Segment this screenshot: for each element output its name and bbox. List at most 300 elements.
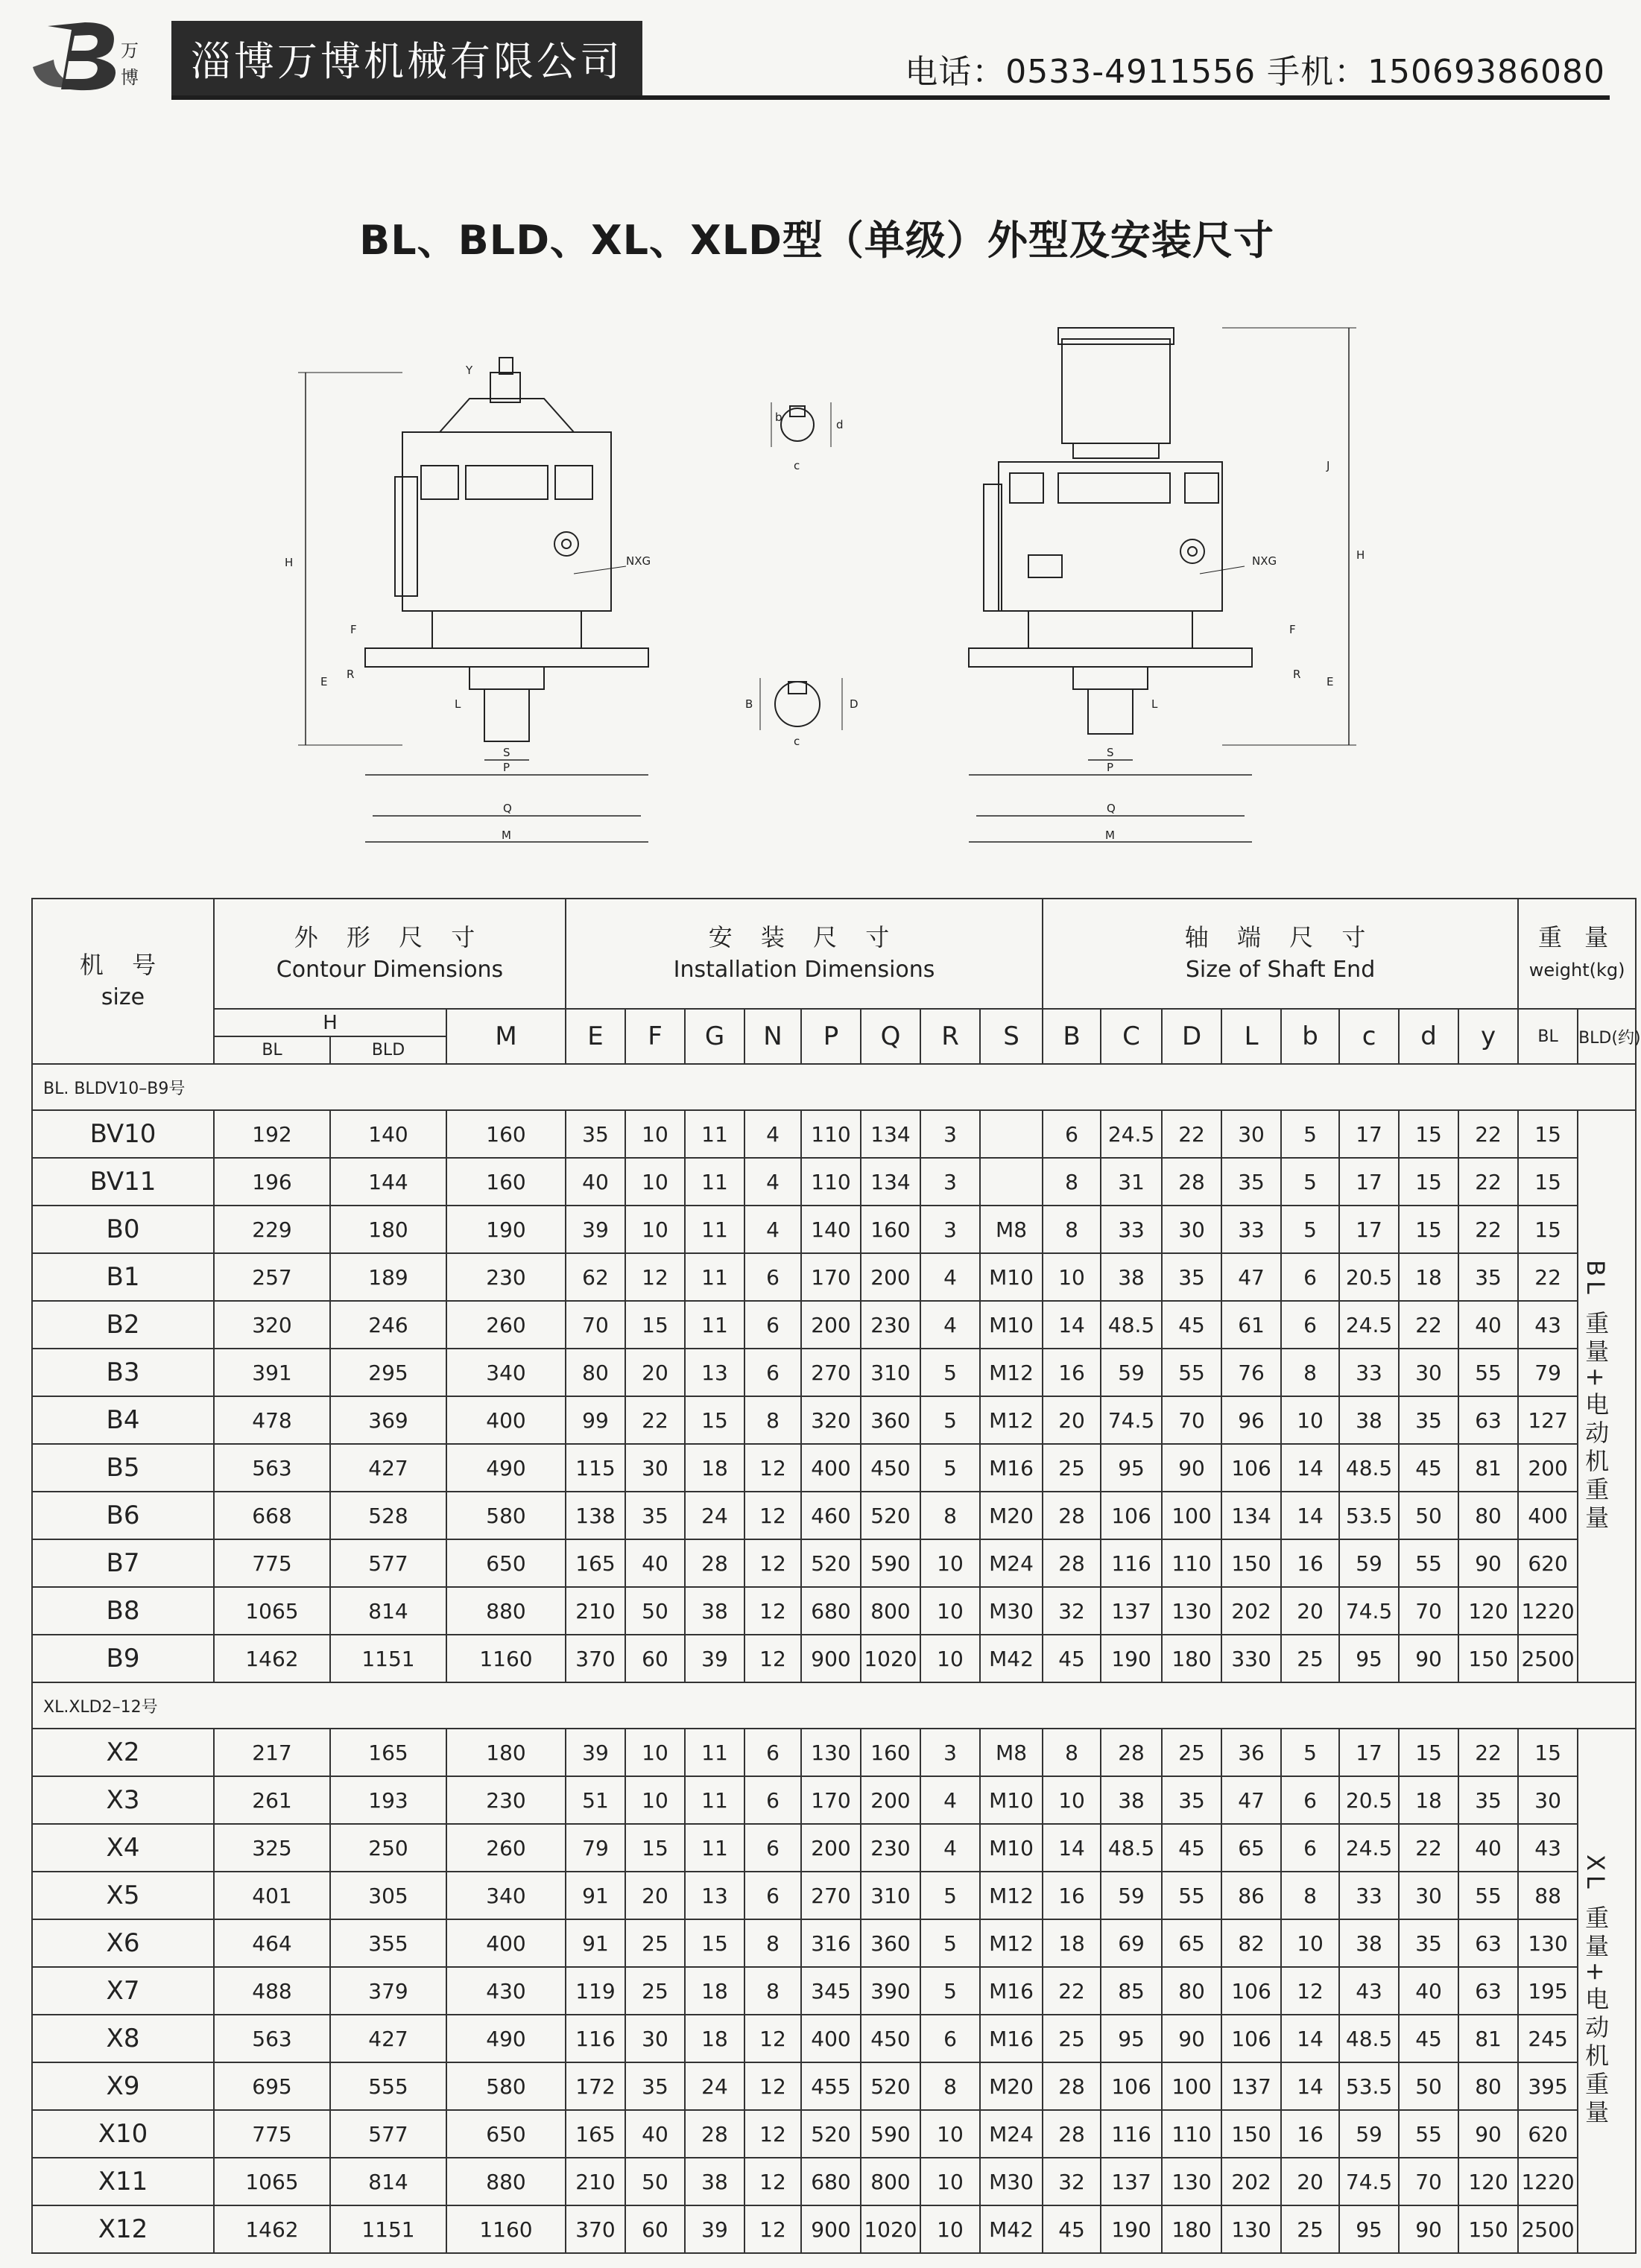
value-cell: 35 bbox=[1162, 1776, 1221, 1824]
value-cell: 35 bbox=[625, 2062, 685, 2110]
value-cell: 577 bbox=[330, 2110, 446, 2158]
value-cell: 310 bbox=[861, 1349, 920, 1396]
value-cell: 11 bbox=[685, 1253, 744, 1301]
value-cell: 33 bbox=[1101, 1206, 1162, 1253]
value-cell: 270 bbox=[801, 1872, 861, 1919]
value-cell: 65 bbox=[1221, 1824, 1281, 1872]
value-cell: 116 bbox=[1101, 1539, 1162, 1587]
value-cell: M16 bbox=[980, 1967, 1043, 2015]
value-cell: 1160 bbox=[446, 2205, 566, 2253]
size-cell: B2 bbox=[32, 1301, 214, 1349]
value-cell: 106 bbox=[1101, 1492, 1162, 1539]
value-cell: 401 bbox=[214, 1872, 330, 1919]
value-cell: 165 bbox=[330, 1729, 446, 1776]
value-cell: 33 bbox=[1339, 1872, 1399, 1919]
value-cell: 165 bbox=[566, 2110, 625, 2158]
value-cell: 6 bbox=[744, 1824, 801, 1872]
value-cell: 1151 bbox=[330, 2205, 446, 2253]
value-cell: 137 bbox=[1221, 2062, 1281, 2110]
value-cell: 10 bbox=[920, 2110, 980, 2158]
value-cell: 18 bbox=[685, 1444, 744, 1492]
value-cell: 257 bbox=[214, 1253, 330, 1301]
table-body bbox=[32, 1064, 1636, 2253]
header-col-y: y bbox=[1458, 1009, 1518, 1064]
value-cell: 490 bbox=[446, 2015, 566, 2062]
value-cell: 45 bbox=[1162, 1824, 1221, 1872]
page-title: BL、BLD、XL、XLD型（单级）外型及安装尺寸 bbox=[359, 217, 1274, 264]
value-cell: M16 bbox=[980, 1444, 1043, 1492]
table-row bbox=[32, 2015, 1636, 2062]
label-f-right: F bbox=[1289, 623, 1296, 636]
table-row bbox=[32, 1492, 1636, 1539]
value-cell: 39 bbox=[685, 2205, 744, 2253]
value-cell: 31 bbox=[1101, 1158, 1162, 1206]
value-cell: 5 bbox=[920, 1396, 980, 1444]
value-cell: 800 bbox=[861, 2158, 920, 2205]
size-cell: X11 bbox=[32, 2158, 214, 2205]
label-p-left: P bbox=[503, 761, 510, 774]
value-cell: 15 bbox=[1518, 1729, 1578, 1776]
value-cell: 379 bbox=[330, 1967, 446, 2015]
value-cell: 12 bbox=[744, 2015, 801, 2062]
value-cell: 520 bbox=[861, 1492, 920, 1539]
value-cell: 110 bbox=[1162, 2110, 1221, 2158]
value-cell: 70 bbox=[1399, 1587, 1458, 1635]
value-cell: 18 bbox=[685, 1967, 744, 2015]
value-cell: 40 bbox=[566, 1158, 625, 1206]
header-size bbox=[32, 899, 214, 1064]
value-cell: 69 bbox=[1101, 1919, 1162, 1967]
header-col-l-shaft: L bbox=[1221, 1009, 1281, 1064]
table-row bbox=[32, 2205, 1636, 2253]
company-name: 淄博万博机械有限公司 bbox=[191, 37, 623, 85]
value-cell: 15 bbox=[1399, 1729, 1458, 1776]
value-cell: 180 bbox=[1162, 2205, 1221, 2253]
value-cell: 1065 bbox=[214, 1587, 330, 1635]
header-col-g: G bbox=[685, 1009, 744, 1064]
value-cell: 90 bbox=[1162, 2015, 1221, 2062]
value-cell: 10 bbox=[920, 2205, 980, 2253]
value-cell: 32 bbox=[1043, 1587, 1101, 1635]
value-cell: 10 bbox=[1281, 1396, 1339, 1444]
value-cell: M8 bbox=[980, 1206, 1043, 1253]
value-cell: 11 bbox=[685, 1729, 744, 1776]
value-cell: 6 bbox=[920, 2015, 980, 2062]
value-cell: 590 bbox=[861, 2110, 920, 2158]
value-cell: 140 bbox=[330, 1110, 446, 1158]
value-cell: 6 bbox=[744, 1349, 801, 1396]
value-cell: 55 bbox=[1162, 1349, 1221, 1396]
size-cell: B3 bbox=[32, 1349, 214, 1396]
value-cell: 16 bbox=[1281, 2110, 1339, 2158]
value-cell: 11 bbox=[685, 1301, 744, 1349]
value-cell: 25 bbox=[1281, 1635, 1339, 1682]
value-cell: 20 bbox=[625, 1349, 685, 1396]
header-col-e: E bbox=[566, 1009, 625, 1064]
value-cell: 28 bbox=[1043, 2062, 1101, 2110]
size-cell: X10 bbox=[32, 2110, 214, 2158]
value-cell: 51 bbox=[566, 1776, 625, 1824]
value-cell: 563 bbox=[214, 2015, 330, 2062]
value-cell: 12 bbox=[744, 1492, 801, 1539]
value-cell: 210 bbox=[566, 2158, 625, 2205]
value-cell: 370 bbox=[566, 2205, 625, 2253]
value-cell: 6 bbox=[744, 1872, 801, 1919]
value-cell: 38 bbox=[1339, 1919, 1399, 1967]
value-cell: 2500 bbox=[1518, 1635, 1578, 1682]
value-cell: 65 bbox=[1162, 1919, 1221, 1967]
value-cell: 30 bbox=[625, 2015, 685, 2062]
value-cell: 427 bbox=[330, 1444, 446, 1492]
header-rule bbox=[171, 95, 1610, 100]
value-cell: 6 bbox=[744, 1301, 801, 1349]
value-cell: 82 bbox=[1221, 1919, 1281, 1967]
value-cell: 35 bbox=[566, 1110, 625, 1158]
value-cell: 8 bbox=[1281, 1872, 1339, 1919]
value-cell: 15 bbox=[1399, 1110, 1458, 1158]
value-cell: 8 bbox=[920, 1492, 980, 1539]
value-cell: 16 bbox=[1043, 1349, 1101, 1396]
size-cell: B0 bbox=[32, 1206, 214, 1253]
value-cell: 12 bbox=[744, 2062, 801, 2110]
value-cell: 10 bbox=[625, 1776, 685, 1824]
value-cell: 200 bbox=[861, 1776, 920, 1824]
value-cell: 10 bbox=[1281, 1919, 1339, 1967]
value-cell: 39 bbox=[566, 1206, 625, 1253]
header-col-c-key: c bbox=[1339, 1009, 1399, 1064]
value-cell: 12 bbox=[744, 1587, 801, 1635]
size-cell: X2 bbox=[32, 1729, 214, 1776]
value-cell: 88 bbox=[1518, 1872, 1578, 1919]
value-cell: 12 bbox=[625, 1253, 685, 1301]
header-h-bld: BLD bbox=[330, 1036, 446, 1064]
value-cell: 28 bbox=[685, 2110, 744, 2158]
value-cell: 196 bbox=[214, 1158, 330, 1206]
value-cell: 8 bbox=[920, 2062, 980, 2110]
value-cell: 130 bbox=[801, 1729, 861, 1776]
value-cell: 12 bbox=[744, 2158, 801, 2205]
value-cell: 25 bbox=[1043, 2015, 1101, 2062]
value-cell: 12 bbox=[744, 2205, 801, 2253]
size-cell: X5 bbox=[32, 1872, 214, 1919]
value-cell: 130 bbox=[1518, 1919, 1578, 1967]
value-cell: 4 bbox=[744, 1206, 801, 1253]
value-cell: 24.5 bbox=[1101, 1110, 1162, 1158]
value-cell: 99 bbox=[566, 1396, 625, 1444]
value-cell: 6 bbox=[744, 1776, 801, 1824]
value-cell: 80 bbox=[566, 1349, 625, 1396]
value-cell: 5 bbox=[920, 1349, 980, 1396]
table-row bbox=[32, 1110, 1636, 1158]
value-cell: 580 bbox=[446, 2062, 566, 2110]
header-contour-en: Contour Dimensions bbox=[276, 957, 504, 983]
value-cell: 528 bbox=[330, 1492, 446, 1539]
value-cell: 814 bbox=[330, 1587, 446, 1635]
value-cell bbox=[980, 1110, 1043, 1158]
weight-note bbox=[1578, 1729, 1636, 2253]
header-weight-bl: BL bbox=[1518, 1009, 1578, 1064]
value-cell: 70 bbox=[566, 1301, 625, 1349]
label-m-left: M bbox=[502, 829, 511, 842]
value-cell: 1220 bbox=[1518, 1587, 1578, 1635]
value-cell: M20 bbox=[980, 1492, 1043, 1539]
value-cell: 5 bbox=[920, 1967, 980, 2015]
value-cell: 11 bbox=[685, 1158, 744, 1206]
value-cell: 160 bbox=[861, 1729, 920, 1776]
value-cell: 400 bbox=[446, 1919, 566, 1967]
value-cell: M10 bbox=[980, 1301, 1043, 1349]
value-cell: 880 bbox=[446, 2158, 566, 2205]
value-cell: 3 bbox=[920, 1110, 980, 1158]
value-cell: 15 bbox=[685, 1919, 744, 1967]
value-cell: 340 bbox=[446, 1349, 566, 1396]
value-cell: 17 bbox=[1339, 1729, 1399, 1776]
table-row bbox=[32, 1776, 1636, 1824]
header-weight bbox=[1518, 899, 1636, 1009]
value-cell: 193 bbox=[330, 1776, 446, 1824]
header-col-d-key: d bbox=[1399, 1009, 1458, 1064]
value-cell: 25 bbox=[625, 1967, 685, 2015]
value-cell: 90 bbox=[1399, 2205, 1458, 2253]
value-cell: 48.5 bbox=[1101, 1301, 1162, 1349]
value-cell: 116 bbox=[1101, 2110, 1162, 2158]
table-row bbox=[32, 1396, 1636, 1444]
value-cell: 260 bbox=[446, 1301, 566, 1349]
value-cell: 230 bbox=[861, 1301, 920, 1349]
value-cell: 60 bbox=[625, 2205, 685, 2253]
table-row bbox=[32, 1635, 1636, 1682]
value-cell: 160 bbox=[861, 1206, 920, 1253]
value-cell: 30 bbox=[625, 1444, 685, 1492]
value-cell: 390 bbox=[861, 1967, 920, 2015]
value-cell: 6 bbox=[1281, 1301, 1339, 1349]
value-cell: 230 bbox=[861, 1824, 920, 1872]
label-c-large: c bbox=[794, 735, 800, 748]
table-row bbox=[32, 2110, 1636, 2158]
company-logo bbox=[25, 15, 159, 97]
value-cell: 5 bbox=[920, 1872, 980, 1919]
value-cell: 355 bbox=[330, 1919, 446, 1967]
header-col-p: P bbox=[801, 1009, 861, 1064]
value-cell: 464 bbox=[214, 1919, 330, 1967]
value-cell: 45 bbox=[1399, 2015, 1458, 2062]
value-cell: 15 bbox=[1399, 1206, 1458, 1253]
label-d-small: d bbox=[836, 418, 844, 431]
value-cell: 10 bbox=[1043, 1253, 1101, 1301]
value-cell: 8 bbox=[744, 1396, 801, 1444]
value-cell: 20 bbox=[1281, 1587, 1339, 1635]
value-cell: M42 bbox=[980, 1635, 1043, 1682]
value-cell: 316 bbox=[801, 1919, 861, 1967]
value-cell: M24 bbox=[980, 1539, 1043, 1587]
size-cell: X8 bbox=[32, 2015, 214, 2062]
header-m: M bbox=[446, 1009, 566, 1064]
value-cell: 190 bbox=[1101, 1635, 1162, 1682]
value-cell: 330 bbox=[1221, 1635, 1281, 1682]
value-cell: M8 bbox=[980, 1729, 1043, 1776]
size-cell: B9 bbox=[32, 1635, 214, 1682]
keyway-detail-drawings bbox=[760, 402, 842, 730]
value-cell: 28 bbox=[1043, 2110, 1101, 2158]
value-cell: 59 bbox=[1339, 2110, 1399, 2158]
value-cell: 8 bbox=[1043, 1729, 1101, 1776]
value-cell: 15 bbox=[1518, 1206, 1578, 1253]
header-weight-bld: BLD(约) bbox=[1578, 1009, 1636, 1064]
value-cell: 490 bbox=[446, 1444, 566, 1492]
table-row bbox=[32, 1253, 1636, 1301]
value-cell: M16 bbox=[980, 2015, 1043, 2062]
value-cell: 74.5 bbox=[1339, 1587, 1399, 1635]
value-cell: 360 bbox=[861, 1396, 920, 1444]
value-cell: 39 bbox=[685, 1635, 744, 1682]
company-name-bar bbox=[171, 21, 642, 95]
value-cell: 15 bbox=[1518, 1158, 1578, 1206]
value-cell: 180 bbox=[446, 1729, 566, 1776]
value-cell: 305 bbox=[330, 1872, 446, 1919]
value-cell: 15 bbox=[1399, 1158, 1458, 1206]
value-cell: 5 bbox=[1281, 1206, 1339, 1253]
value-cell: 91 bbox=[566, 1919, 625, 1967]
value-cell: 10 bbox=[920, 2158, 980, 2205]
dimension-drawings bbox=[253, 328, 1401, 864]
value-cell: 24 bbox=[685, 1492, 744, 1539]
value-cell: 110 bbox=[801, 1158, 861, 1206]
value-cell: 200 bbox=[861, 1253, 920, 1301]
label-l-left: L bbox=[455, 697, 461, 711]
value-cell: 15 bbox=[625, 1824, 685, 1872]
value-cell: 680 bbox=[801, 1587, 861, 1635]
value-cell: 340 bbox=[446, 1872, 566, 1919]
value-cell bbox=[980, 1158, 1043, 1206]
value-cell: 172 bbox=[566, 2062, 625, 2110]
value-cell: 47 bbox=[1221, 1776, 1281, 1824]
size-cell: B4 bbox=[32, 1396, 214, 1444]
section-label: XL.XLD2–12号 bbox=[32, 1682, 1636, 1729]
value-cell: 192 bbox=[214, 1110, 330, 1158]
value-cell: 800 bbox=[861, 1587, 920, 1635]
value-cell: 650 bbox=[446, 1539, 566, 1587]
value-cell: 775 bbox=[214, 1539, 330, 1587]
value-cell: 450 bbox=[861, 2015, 920, 2062]
value-cell: 35 bbox=[1221, 1158, 1281, 1206]
header-col-b-shaft: B bbox=[1043, 1009, 1101, 1064]
value-cell: 4 bbox=[920, 1301, 980, 1349]
value-cell: 22 bbox=[1399, 1824, 1458, 1872]
value-cell: 18 bbox=[685, 2015, 744, 2062]
value-cell: 400 bbox=[801, 1444, 861, 1492]
header-size-en: size bbox=[101, 984, 145, 1010]
value-cell: 230 bbox=[446, 1776, 566, 1824]
value-cell: 450 bbox=[861, 1444, 920, 1492]
value-cell: 35 bbox=[1458, 1776, 1518, 1824]
value-cell: 1151 bbox=[330, 1635, 446, 1682]
value-cell: 5 bbox=[1281, 1729, 1339, 1776]
value-cell: 79 bbox=[566, 1824, 625, 1872]
value-cell: M10 bbox=[980, 1776, 1043, 1824]
value-cell: 110 bbox=[1162, 1539, 1221, 1587]
value-cell: 3 bbox=[920, 1158, 980, 1206]
value-cell: 38 bbox=[1339, 1396, 1399, 1444]
value-cell: 200 bbox=[801, 1301, 861, 1349]
header-install bbox=[566, 899, 1043, 1009]
value-cell: 55 bbox=[1162, 1872, 1221, 1919]
value-cell: 8 bbox=[744, 1919, 801, 1967]
value-cell: 12 bbox=[1281, 1967, 1339, 2015]
value-cell: 80 bbox=[1458, 2062, 1518, 2110]
value-cell: 70 bbox=[1399, 2158, 1458, 2205]
value-cell: 25 bbox=[1281, 2205, 1339, 2253]
value-cell: 11 bbox=[685, 1206, 744, 1253]
header-col-b-key: b bbox=[1281, 1009, 1339, 1064]
value-cell: 391 bbox=[214, 1349, 330, 1396]
value-cell: M30 bbox=[980, 2158, 1043, 2205]
value-cell: 140 bbox=[801, 1206, 861, 1253]
label-nxg-left: NXG bbox=[626, 554, 651, 568]
value-cell: 38 bbox=[685, 1587, 744, 1635]
value-cell: 400 bbox=[801, 2015, 861, 2062]
value-cell: 180 bbox=[1162, 1635, 1221, 1682]
value-cell: 85 bbox=[1101, 1967, 1162, 2015]
value-cell: 189 bbox=[330, 1253, 446, 1301]
value-cell: 59 bbox=[1339, 1539, 1399, 1587]
value-cell: 80 bbox=[1162, 1967, 1221, 2015]
value-cell: 427 bbox=[330, 2015, 446, 2062]
value-cell: 106 bbox=[1101, 2062, 1162, 2110]
size-cell: X6 bbox=[32, 1919, 214, 1967]
value-cell: 14 bbox=[1043, 1301, 1101, 1349]
value-cell: 33 bbox=[1339, 1349, 1399, 1396]
value-cell: 45 bbox=[1399, 1444, 1458, 1492]
value-cell: 45 bbox=[1162, 1301, 1221, 1349]
label-m-right: M bbox=[1105, 829, 1115, 842]
value-cell: 1160 bbox=[446, 1635, 566, 1682]
header-h-bl: BL bbox=[214, 1036, 330, 1064]
value-cell: 81 bbox=[1458, 2015, 1518, 2062]
value-cell: 28 bbox=[1162, 1158, 1221, 1206]
value-cell: 580 bbox=[446, 1492, 566, 1539]
value-cell: 100 bbox=[1162, 1492, 1221, 1539]
label-q-left: Q bbox=[503, 802, 512, 815]
value-cell: 22 bbox=[1518, 1253, 1578, 1301]
value-cell: 190 bbox=[1101, 2205, 1162, 2253]
value-cell: 43 bbox=[1339, 1967, 1399, 2015]
label-e-right: E bbox=[1327, 675, 1334, 688]
value-cell: 90 bbox=[1458, 1539, 1518, 1587]
value-cell: 35 bbox=[1162, 1253, 1221, 1301]
label-f-left: F bbox=[350, 623, 357, 636]
value-cell: 63 bbox=[1458, 1967, 1518, 2015]
size-cell: X3 bbox=[32, 1776, 214, 1824]
value-cell: 14 bbox=[1043, 1824, 1101, 1872]
value-cell: 28 bbox=[1043, 1539, 1101, 1587]
value-cell: 210 bbox=[566, 1587, 625, 1635]
value-cell: 11 bbox=[685, 1776, 744, 1824]
value-cell: 620 bbox=[1518, 2110, 1578, 2158]
table-row bbox=[32, 1158, 1636, 1206]
value-cell: 38 bbox=[1101, 1776, 1162, 1824]
value-cell: 10 bbox=[920, 1635, 980, 1682]
value-cell: 520 bbox=[801, 1539, 861, 1587]
table-row bbox=[32, 1872, 1636, 1919]
value-cell: 76 bbox=[1221, 1349, 1281, 1396]
value-cell: 55 bbox=[1399, 2110, 1458, 2158]
value-cell: 1065 bbox=[214, 2158, 330, 2205]
value-cell: 106 bbox=[1221, 1444, 1281, 1492]
value-cell: 24.5 bbox=[1339, 1824, 1399, 1872]
label-b-large: B bbox=[745, 697, 753, 711]
value-cell: 5 bbox=[920, 1444, 980, 1492]
value-cell: 200 bbox=[801, 1824, 861, 1872]
